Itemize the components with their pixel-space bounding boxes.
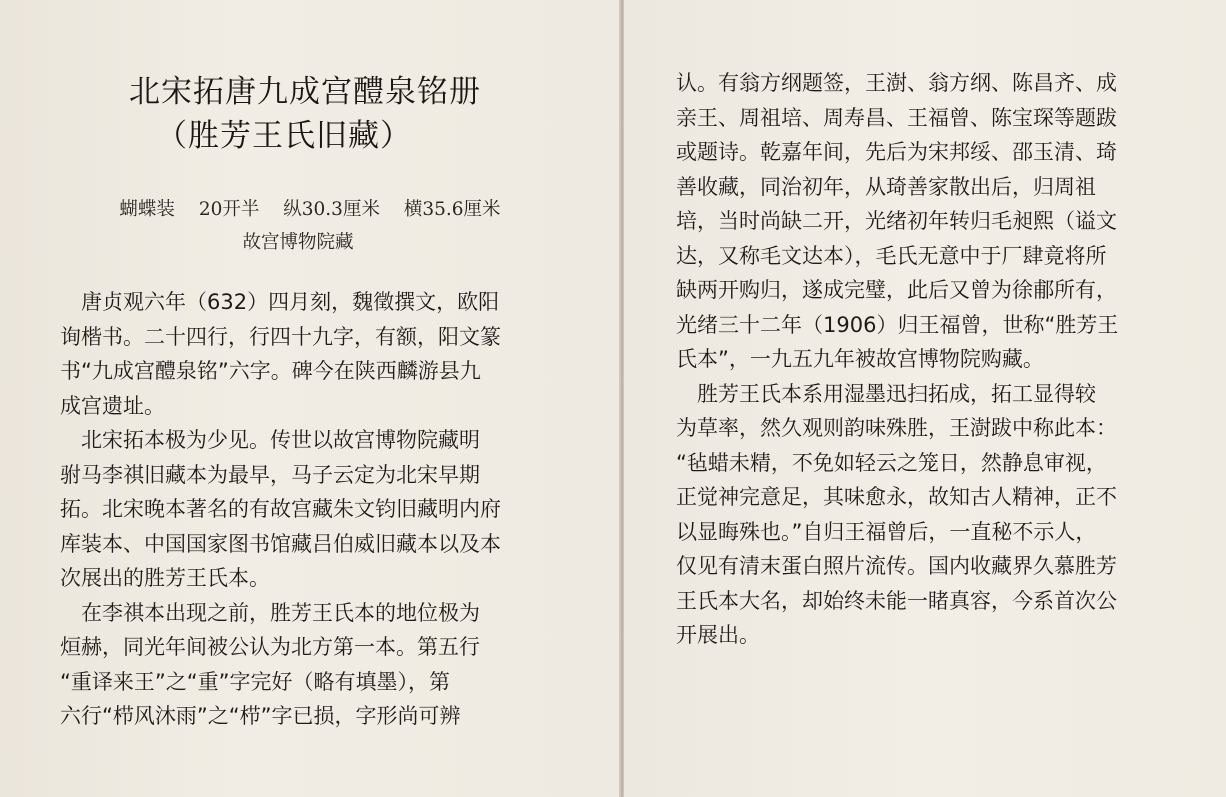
meta-width: 横35.6厘米 [403,199,501,220]
left-text-line: 驸马李祺旧藏本为最早，马子云定为北宋早期 [60,462,480,487]
right-text-line: 胜芳王氏本系用湿墨迅扫拓成，拓工显得较 [676,381,1096,406]
right-text-line: 亲王、周祖培、周寿昌、王福曾、陈宝琛等题跋 [676,105,1117,130]
page-title: 北宋拓唐九成宫醴泉铭册 [129,74,481,110]
left-text-line: 书“九成宫醴泉铭”六字。碑今在陕西麟游县九 [60,359,481,383]
right-text-line: 为草率，然久观则韵味殊胜，王澍跋中称此本： [676,416,1117,440]
right-text-line: 开展出。 [676,623,760,647]
right-text-line: 或题诗。乾嘉年间，先后为宋邦绥、邵玉清、琦 [676,140,1117,164]
left-body-text [60,285,580,734]
page-subtitle: （胜芳王氏旧藏） [156,118,412,154]
right-text-line: 认。有翁方纲题签，王澍、翁方纲、陈昌齐、成 [676,71,1117,95]
right-text-line: 光绪三十二年（1906）归王福曾，世称“胜芳王 [676,312,1119,337]
meta-binding: 蝴蝶装 [119,199,175,220]
left-text-line: 成宫遗址。 [60,393,165,418]
right-text-line: 氏本”，一九五九年被故宫博物院购藏。 [676,347,1044,371]
meta-collection: 故宫博物院藏 [242,232,354,253]
left-text-line: 次展出的胜芳王氏本。 [60,566,270,590]
left-text-line: 北宋拓本极为少见。传世以故宫博物院藏明 [60,428,480,452]
right-text-line: 以显晦殊也。”自归王福曾后，一直秘不示人， [676,519,1097,544]
right-text-line: 王氏本大名，却始终未能一睹真容，今系首次公 [676,588,1117,613]
right-text-line: “毡蜡未精，不免如轻云之笼日，然静息审视， [676,450,1107,475]
right-body-text [676,66,1196,653]
catalog-meta [0,196,620,224]
meta-height: 纵30.3厘米 [283,199,380,220]
left-text-line: 唐贞观六年（632）四月刻，魏徵撰文，欧阳 [60,290,500,314]
right-text-line: 正觉神完意足，其味愈永，故知古人精神，正不 [676,485,1117,509]
left-text-line: 拓。北宋晚本著名的有故宫藏朱文钧旧藏明内府 [60,497,501,521]
left-text-line: 库装本、中国国家图书馆藏吕伯威旧藏本以及本 [60,531,501,556]
right-text-line: 达，又称毛文达本），毛氏无意中于厂肆竟将所 [676,243,1107,268]
right-text-line: 善收藏，同治初年，从琦善家散出后，归周祖 [676,174,1096,199]
left-text-line: 烜赫，同光年间被公认为北方第一本。第五行 [60,635,480,659]
right-text-line: 缺两开购归，遂成完璧，此后又曾为徐郙所有， [676,278,1117,302]
right-text-line: 仅见有清末蛋白照片流传。国内收藏界久慕胜芳 [676,554,1117,578]
right-text-line: 培，当时尚缺二开，光绪初年转归毛昶熙（谥文 [676,209,1117,233]
left-text-line: 六行“栉风沐雨”之“栉”字已损，字形尚可辨 [60,704,461,728]
left-text-line: “重译来王”之“重”字完好（略有填墨），第 [60,669,451,694]
left-text-line: 在李祺本出现之前，胜芳王氏本的地位极为 [60,600,480,625]
meta-leaves: 20开半 [198,199,260,220]
left-text-line: 询楷书。二十四行，行四十九字，有额，阳文篆 [60,324,501,349]
